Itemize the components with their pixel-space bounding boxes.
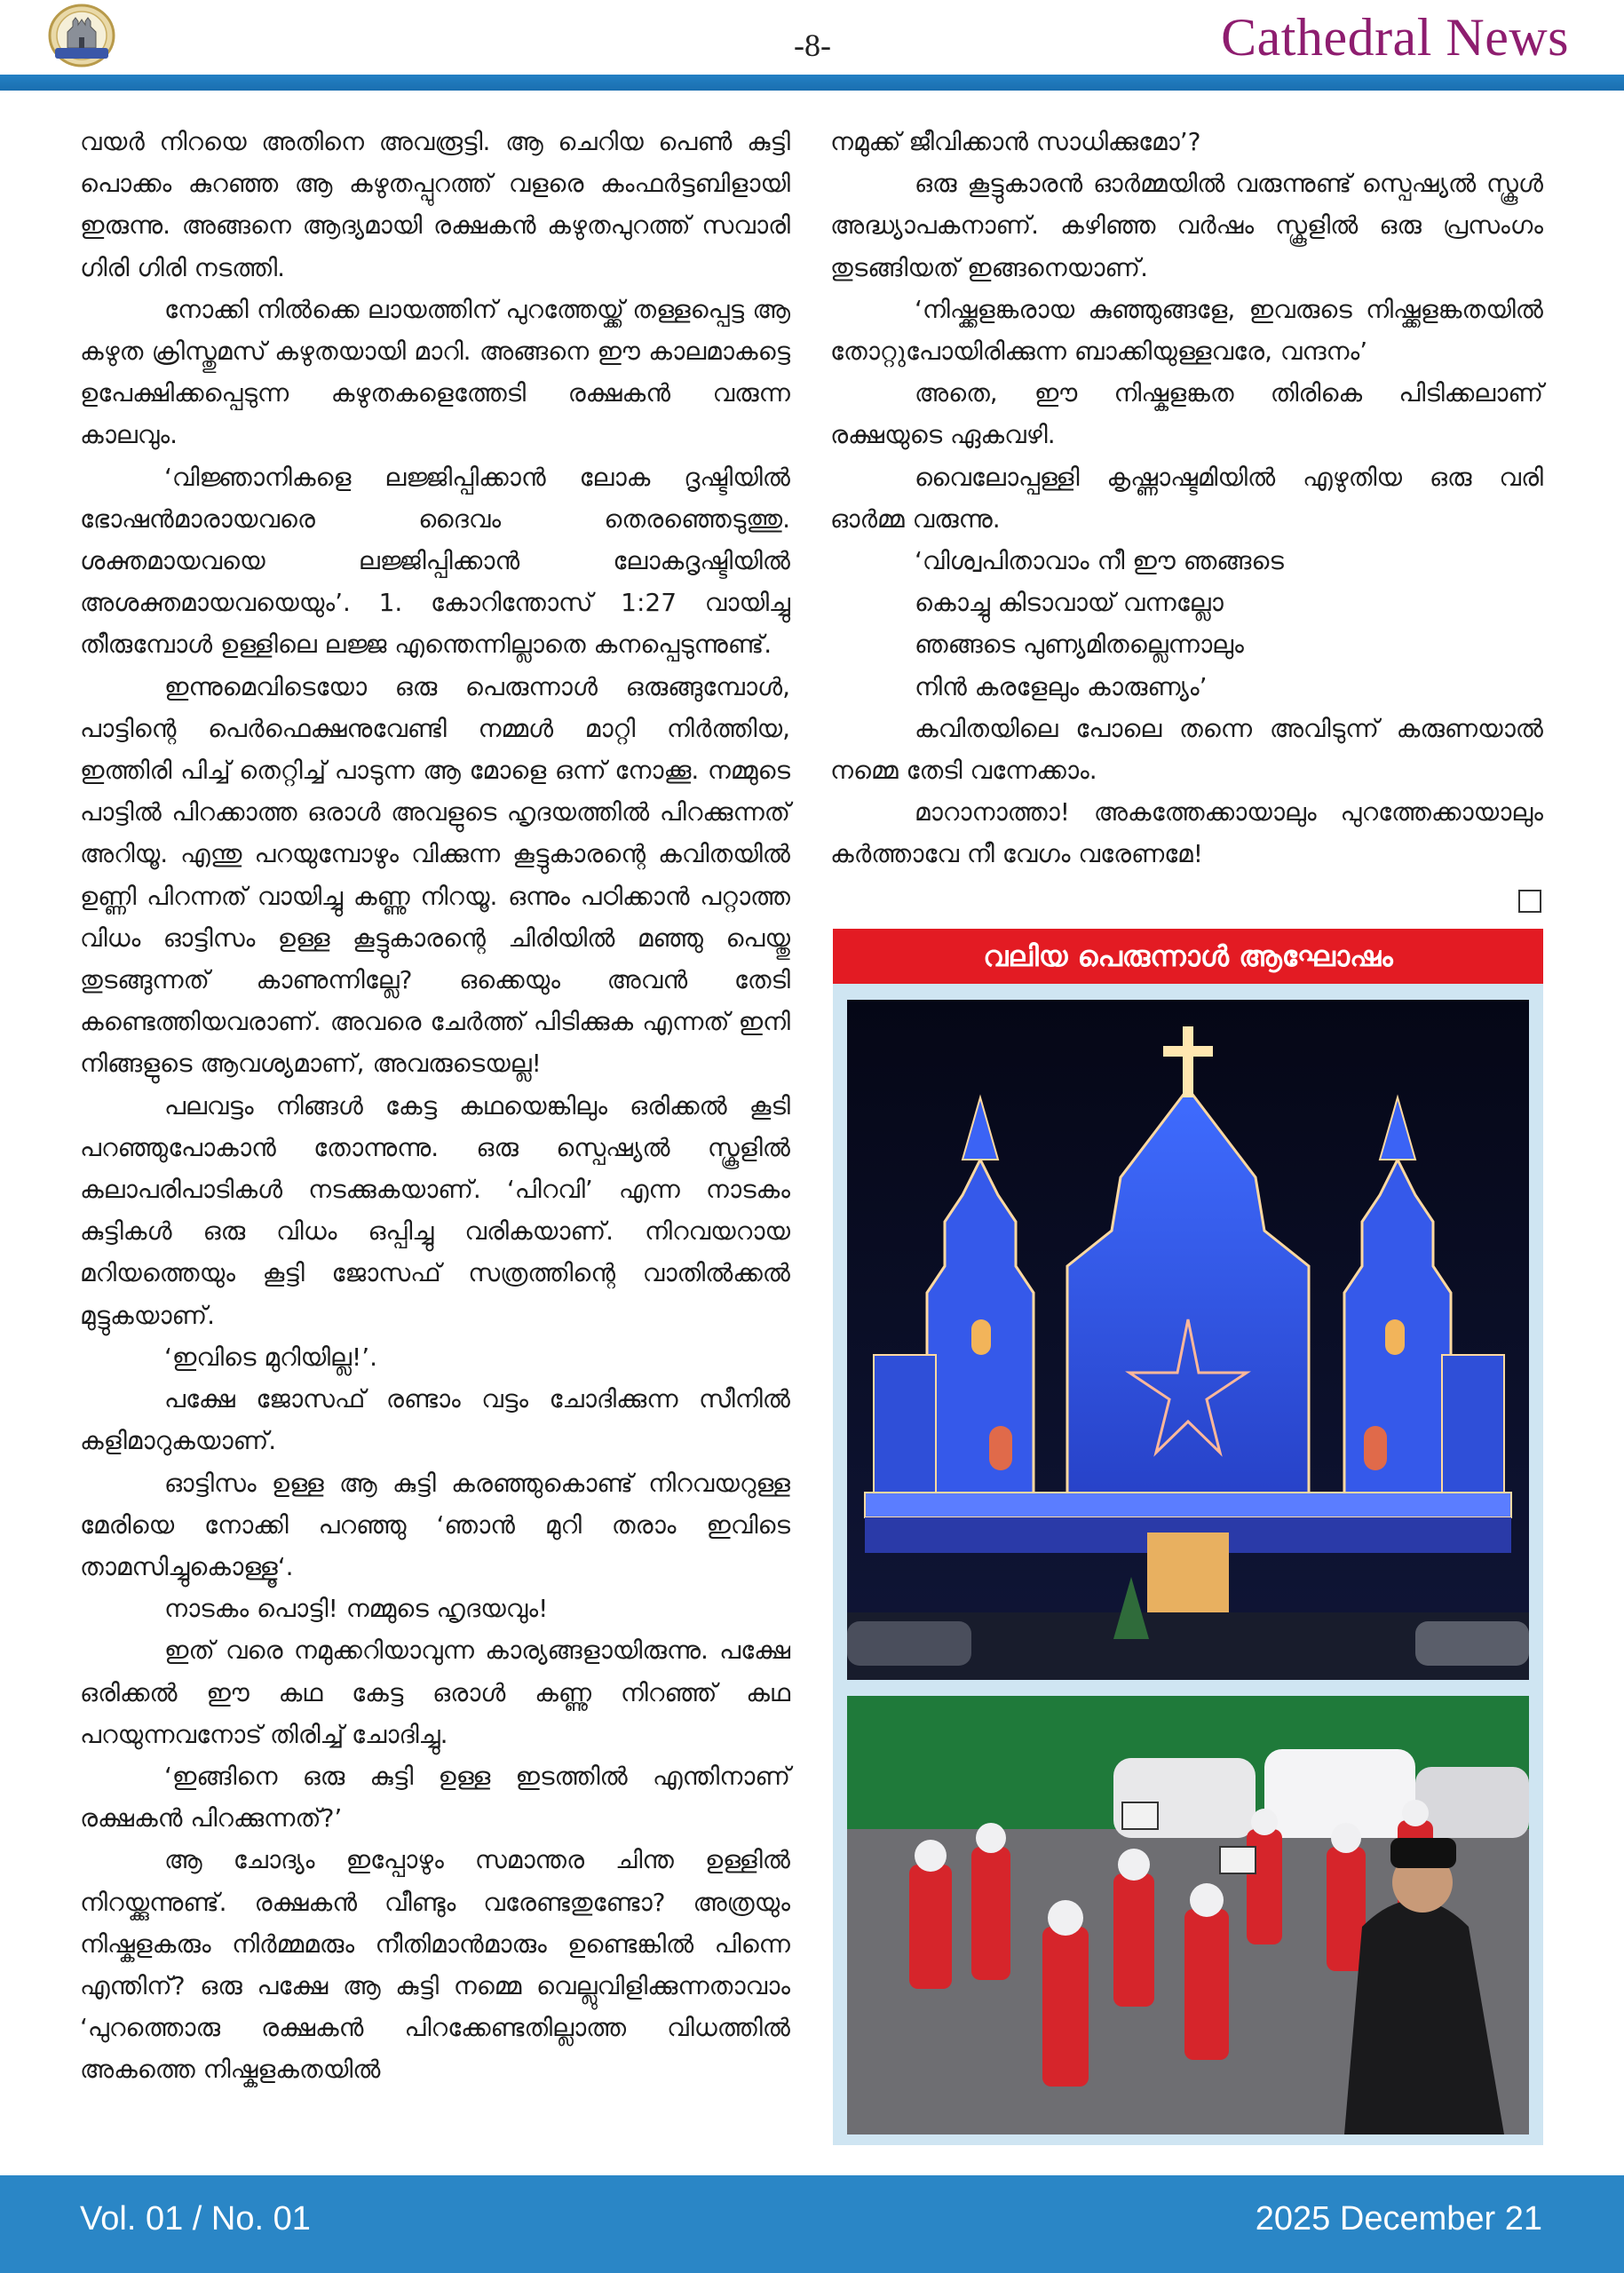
paragraph: ‘നിഷ്ക്കളങ്കരായ കുഞ്ഞുങ്ങളേ, ഇവരുടെ നിഷ്ക്കളങ്കതയിൽ തോറ്റുപോയിരിക്കുന്ന ബാക്കിയുള്ളവരേ, വന്ദനം’ (830, 294, 1543, 367)
paragraph: വയർ നിറയെ അതിനെ അവരൂട്ടി. ആ ചെറിയ പെൺ കുട്ടി പൊക്കം കുറഞ്ഞ ആ കഴുതപ്പുറത്ത് വളരെ കംഫർട്ടബിളായി ഇരുന്നു. അങ്ങനെ ആദ്യമായി രക്ഷകൻ കഴുതപുറത്ത് സവാരി ഗിരി ഗിരി നടത്തി. (80, 127, 790, 282)
paragraph: അതെ, ഈ നിഷ്കളങ്കത തിരികെ പിടിക്കലാണ് രക്ഷയുടെ ഏകവഴി. (830, 378, 1543, 450)
paragraph: നോക്കി നിൽക്കെ ലായത്തിന് പുറത്തേയ്ക്ക് തള്ളപ്പെട്ട ആ കഴുത ക്രിസ്തുമസ് കഴുതയായി മാറി. അങ്ങനെ ഈ കാലമാകട്ടെ ഉപേക്ഷിക്കപ്പെടുന്ന കഴുതകളെത്തേടി രക്ഷകൻ വരുന്ന കാലവും. (80, 294, 790, 450)
paragraph: മാറാനാത്താ! അകത്തേക്കായാലും പുറത്തേക്കായാലും കർത്താവേ നീ വേഗം വരേണമേ! (830, 797, 1543, 869)
paragraph: പക്ഷേ ജോസഫ് രണ്ടാം വട്ടം ചോദിക്കുന്ന സീനിൽ കളിമാറുകയാണ്. (80, 1384, 790, 1456)
paragraph: ആ ചോദ്യം ഇപ്പോഴും സമാന്തര ചിന്ത ഉള്ളിൽ നിറയ്ക്കുന്നുണ്ട്. രക്ഷകൻ വീണ്ടും വരേണ്ടതുണ്ടോ? അത്രയും നിഷ്കളകരും നിർമ്മമരും നീതിമാൻമാരും ഉണ്ടെങ്കിൽ പിന്നെ എന്തിന്? ഒരു പക്ഷേ ആ കുട്ടി നമ്മെ വെല്ലുവിളിക്കുന്നതാവാം ‘പുറത്തൊരു രക്ഷകൻ പിറക്കേണ്ടതില്ലാത്ത വിധത്തിൽ അകത്തെ നിഷ്കളകതയിൽ (80, 1845, 790, 2085)
article-column-left (80, 121, 790, 2091)
paragraph: വൈലോപ്പള്ളി കൃഷ്ണാഷ്ടമിയിൽ എഴുതിയ ഒരു വരി ഓർമ്മ വരുന്നു. (830, 462, 1543, 534)
paragraph: ഓട്ടിസം ഉള്ള ആ കുട്ടി കരഞ്ഞുകൊണ്ട് നിറവയറുള്ള മേരിയെ നോക്കി പറഞ്ഞു ‘ഞാൻ മുറി തരാം ഇവിടെ താമസിച്ചുകൊള്ളൂ‘. (80, 1468, 790, 1581)
paragraph: ‘ഇങ്ങിനെ ഒരു കുട്ടി ഉള്ള ഇടത്തിൽ എന്തിനാണ് രക്ഷകൻ പിറക്കുന്നത്?’ (80, 1761, 790, 1833)
poem-line: ഞങ്ങടെ പുണ്യമിതല്ലെന്നാലും (915, 630, 1244, 660)
page-footer (0, 2175, 1624, 2273)
paragraph: ‘ഇവിടെ മുറിയില്ല!’. (164, 1342, 378, 1372)
paragraph: പലവട്ടം നിങ്ങൾ കേട്ട കഥയെങ്കിലും ഒരിക്കൽ കൂടി പറഞ്ഞുപോകാൻ തോന്നുന്നു. ഒരു സ്പെഷ്യൽ സ്കൂളിൽ കലാപരിപാടികൾ നടക്കുകയാണ്. ‘പിറവി’ എന്ന നാടകം കുട്ടികൾ ഒരു വിധം ഒപ്പിച്ചു വരികയാണ്. നിറവയറായ മറിയത്തെയും കൂട്ടി ജോസഫ് സത്രത്തിന്റെ വാതിൽക്കൽ മുട്ടുകയാണ്. (80, 1090, 790, 1330)
article-column-right (830, 121, 1543, 875)
paragraph: ‘വിജ്ഞാനികളെ ലജ്ജിപ്പിക്കാൻ ലോക ദൃഷ്ടിയിൽ ഭോഷൻമാരായവരെ ദൈവം തെരഞ്ഞെടുത്തു. ശക്തമായവയെ ലജ്ജിപ്പിക്കാൻ ലോകദൃഷ്ടിയിൽ അശക്തമായവയെയും’. 1. കോറിന്തോസ് 1:27 വായിച്ചു തീരുമ്പോൾ ഉള്ളിലെ ലജ്ജ എന്തെന്നില്ലാതെ കനപ്പെടുന്നുണ്ട്. (80, 462, 790, 660)
paragraph: ഇന്നുമെവിടെയോ ഒരു പെരുന്നാൾ ഒരുങ്ങുമ്പോൾ, പാട്ടിന്റെ പെർഫെക്ഷനുവേണ്ടി നമ്മൾ മാറ്റി നിർത്തിയ, ഇത്തിരി പിച്ച് തെറ്റിച്ച് പാടുന്ന ആ മോളെ ഒന്ന് നോക്കൂ. നമ്മുടെ പാട്ടിൽ പിറക്കാത്ത ഒരാൾ അവളുടെ ഹൃദയത്തിൽ പിറക്കുന്നത് അറിയൂ. എന്തു പറയുമ്പോഴും വിക്കുന്ന കൂട്ടുകാരന്റെ കവിതയിൽ ഉണ്ണി പിറന്നത് വായിച്ചു കണ്ണു നിറയൂ. ഒന്നും പഠിക്കാൻ പറ്റാത്ത വിധം ഓട്ടിസം ഉള്ള കൂട്ടുകാരന്റെ ചിരിയിൽ മഞ്ഞു പെയ്തു തുടങ്ങുന്നത് കാണുന്നില്ലേ? ഒക്കെയും അവൻ തേടി കണ്ടെത്തിയവരാണ്. അവരെ ചേർത്ത് പിടിക്കുക എന്നത് ഇനി നിങ്ങളുടെ ആവശ്യമാണ്, അവരുടെയല്ല! (80, 671, 790, 1079)
issue-date: 2025 December 21 (1255, 2200, 1542, 2237)
paragraph: നമുക്ക് ജീവിക്കാൻ സാധിക്കുമോ’? (830, 127, 1201, 156)
paragraph: കവിതയിലെ പോലെ തന്നെ അവിടുന്ന് കരുണയാൽ നമ്മെ തേടി വന്നേക്കാം. (830, 713, 1543, 786)
page-header (0, 0, 1624, 75)
poem-line: കൊച്ചു കിടാവായ് വന്നല്ലോ (915, 588, 1224, 618)
masthead-title: Cathedral News (1221, 8, 1569, 67)
gallery-title: വലിയ പെരുന്നാൾ ആഘോഷം (833, 929, 1543, 984)
illuminated-cathedral-photo (847, 1000, 1529, 1680)
photo-gallery (833, 984, 1543, 2145)
header-rule (0, 75, 1624, 91)
paragraph: ഒരു കൂട്ടുകാരൻ ഓർമ്മയിൽ വരുന്നുണ്ട് സ്പെഷ്യൽ സ്കൂൾ അദ്ധ്യാപകനാണ്. കഴിഞ്ഞ വർഷം സ്കൂളിൽ ഒരു പ്രസംഗം തുടങ്ങിയത് ഇങ്ങനെയാണ്. (830, 169, 1543, 282)
poem-line: ‘വിശ്വപിതാവാം നീ ഈ ഞങ്ങടെ (915, 546, 1284, 576)
band-procession-photo (847, 1696, 1529, 2134)
cathedral-logo (46, 2, 117, 67)
page-number: -8- (794, 28, 831, 63)
end-of-article-mark (1518, 890, 1541, 913)
poem-line: നിൻ കരളേലും കാരുണ്യം’ (915, 671, 1208, 701)
issue-volume: Vol. 01 / No. 01 (80, 2200, 311, 2237)
paragraph: നാടകം പൊട്ടി! നമ്മുടെ ഹൃദയവും! (164, 1594, 549, 1624)
paragraph: ഇത് വരെ നമുക്കറിയാവുന്ന കാര്യങ്ങളായിരുന്നു. പക്ഷേ ഒരിക്കൽ ഈ കഥ കേട്ട ഒരാൾ കണ്ണു നിറഞ്ഞ് കഥ പറയുന്നവനോട് തിരിച്ച് ചോദിച്ചു. (80, 1635, 790, 1749)
